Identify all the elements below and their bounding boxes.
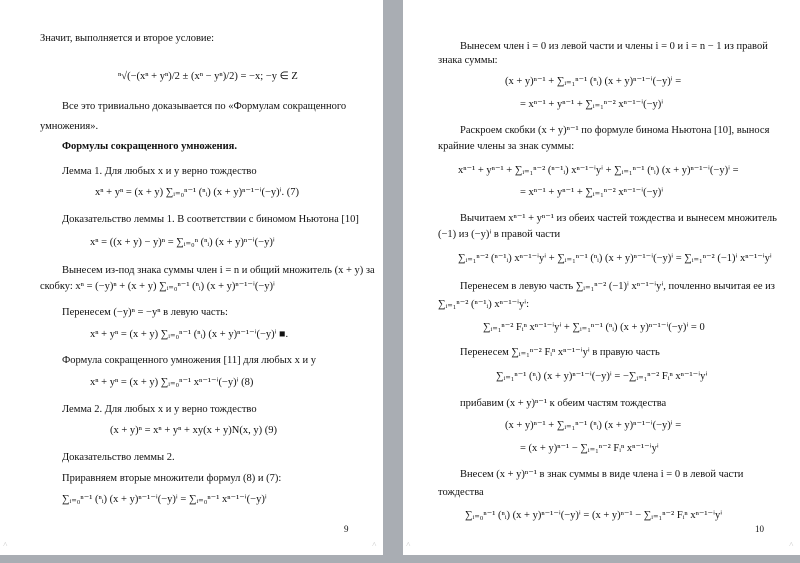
text-line: тождества: [438, 487, 484, 498]
text-line: Доказательство леммы 2.: [62, 452, 175, 463]
text-line: Перенесем (−y)ⁿ = −yⁿ в левую часть:: [62, 307, 228, 318]
page-gap: [383, 0, 403, 563]
equation: xⁿ + yⁿ = (x + y) ∑ᵢ₌₀ⁿ⁻¹ xⁿ⁻¹⁻ⁱ(−y)ⁱ (8): [90, 377, 254, 388]
equation: ∑ᵢ₌₀ⁿ⁻¹ (ⁿᵢ) (x + y)ⁿ⁻¹⁻ⁱ(−y)ⁱ = ∑ᵢ₌₀ⁿ⁻¹ xⁿ⁻¹⁻ⁱ(−y)ⁱ: [62, 494, 267, 505]
text-line: Раскроем скобки (x + y)ⁿ⁻¹ по формуле бинома Ньютона [10], вынося: [460, 125, 770, 136]
corner-mark: ˄: [406, 540, 411, 549]
text-line: прибавим (x + y)ⁿ⁻¹ к обеим частям тождества: [460, 398, 667, 409]
text-line: Лемма 2. Для любых x и y верно тождество: [62, 404, 257, 415]
equation: (x + y)ⁿ⁻¹ + ∑ᵢ₌₁ⁿ⁻¹ (ⁿᵢ) (x + y)ⁿ⁻¹⁻ⁱ(−y)ⁱ =: [505, 76, 682, 87]
bottom-strip: [0, 555, 800, 563]
page-number: 10: [755, 524, 764, 534]
equation: xⁿ + yⁿ = (x + y) ∑ᵢ₌₀ⁿ⁻¹ (ⁿᵢ) (x + y)ⁿ⁻¹⁻ⁱ(−y)ⁱ. (7): [95, 187, 300, 198]
equation: xⁿ⁻¹ + yⁿ⁻¹ + ∑ᵢ₌₁ⁿ⁻² (ⁿ⁻¹ᵢ) xⁿ⁻¹⁻ⁱyⁱ + ∑ᵢ₌₁ⁿ⁻¹ (ⁿᵢ) (x + y)ⁿ⁻¹⁻ⁱ(−y)ⁱ =: [458, 165, 739, 176]
text-line: Формула сокращенного умножения [11] для любых x и y: [62, 355, 316, 366]
text-line: Все это тривиально доказывается по «Формулам сокращенного: [62, 101, 347, 112]
equation: ∑ᵢ₌₁ⁿ⁻² (ⁿ⁻¹ᵢ) xⁿ⁻¹⁻ⁱyⁱ + ∑ᵢ₌₁ⁿ⁻¹ (ⁿᵢ) (x + y)ⁿ⁻¹⁻ⁱ(−y)ⁱ = ∑ᵢ₌₁ⁿ⁻² (−1)ⁱ xⁿ⁻¹⁻ⁱyⁱ: [458, 253, 772, 264]
text-line: Перенесем в левую часть ∑ᵢ₌₁ⁿ⁻² (−1)ⁱ xⁿ⁻¹⁻ⁱyⁱ, почленно вычитая ее из: [460, 281, 775, 292]
equation: ∑ᵢ₌₀ⁿ⁻¹ (ⁿᵢ) (x + y)ⁿ⁻¹⁻ⁱ(−y)ⁱ = (x + y)ⁿ⁻¹ − ∑ᵢ₌₁ⁿ⁻² Fᵢⁿ xⁿ⁻¹⁻ⁱyⁱ: [465, 510, 723, 521]
text-line: знака суммы:: [438, 55, 498, 66]
text-line: умножения».: [40, 121, 99, 132]
equation: ∑ᵢ₌₁ⁿ⁻² Fᵢⁿ xⁿ⁻¹⁻ⁱyⁱ + ∑ᵢ₌₁ⁿ⁻¹ (ⁿᵢ) (x + y)ⁿ⁻¹⁻ⁱ(−y)ⁱ = 0: [483, 322, 705, 333]
document-page-9: [0, 0, 383, 555]
equation: = xⁿ⁻¹ + yⁿ⁻¹ + ∑ᵢ₌₁ⁿ⁻² xⁿ⁻¹⁻ⁱ(−y)ⁱ: [520, 99, 664, 110]
corner-mark: ˄: [372, 540, 377, 549]
page-number: 9: [344, 524, 349, 534]
text-line: Вынесем из-под знака суммы член i = n и общий множитель (x + y) за: [62, 265, 375, 276]
equation: xⁿ + yⁿ = (x + y) ∑ᵢ₌₀ⁿ⁻¹ (ⁿᵢ) (x + y)ⁿ⁻¹⁻ⁱ(−y)ⁱ ■.: [90, 329, 289, 340]
text-line: Приравняем вторые множители формул (8) и (7):: [62, 473, 282, 484]
text-line: крайние члены за знак суммы:: [438, 141, 575, 152]
equation: = xⁿ⁻¹ + yⁿ⁻¹ + ∑ᵢ₌₁ⁿ⁻² xⁿ⁻¹⁻ⁱ(−y)ⁱ: [520, 187, 664, 198]
equation: xⁿ = ((x + y) − y)ⁿ = ∑ᵢ₌₀ⁿ (ⁿᵢ) (x + y)ⁿ⁻ⁱ(−y)ⁱ: [90, 237, 275, 248]
equation: (x + y)ⁿ⁻¹ + ∑ᵢ₌₁ⁿ⁻¹ (ⁿᵢ) (x + y)ⁿ⁻¹⁻ⁱ(−y)ⁱ =: [505, 420, 682, 431]
text-line: Лемма 1. Для любых x и y верно тождество: [62, 166, 257, 177]
section-heading: Формулы сокращенного умножения.: [62, 141, 237, 152]
equation: ∑ᵢ₌₁ⁿ⁻¹ (ⁿᵢ) (x + y)ⁿ⁻¹⁻ⁱ(−y)ⁱ = −∑ᵢ₌₁ⁿ⁻² Fᵢⁿ xⁿ⁻¹⁻ⁱyⁱ: [496, 371, 708, 382]
equation: (x + y)ⁿ = xⁿ + yⁿ + xy(x + y)N(x, y) (9): [110, 425, 277, 436]
document-page-10: [403, 0, 800, 555]
text-line: Значит, выполняется и второе условие:: [40, 33, 215, 44]
text-line: (−1) из (−y)ⁱ в правой части: [438, 229, 561, 240]
text-line: Вычитаем xⁿ⁻¹ + yⁿ⁻¹ из обеих частей тождества и вынесем множитель: [460, 213, 777, 224]
equation: ⁿ√(−(xⁿ + yⁿ)/2 ± (xⁿ − yⁿ)/2) = −x; −y ∈ Z: [118, 71, 298, 82]
text-line: скобку: xⁿ = (−y)ⁿ + (x + y) ∑ᵢ₌₀ⁿ⁻¹ (ⁿᵢ) (x + y)ⁿ⁻¹⁻ⁱ(−y)ⁱ: [40, 281, 275, 292]
text-line: Доказательство леммы 1. В соответствии с биномом Ньютона [10]: [62, 214, 359, 225]
text-line: Перенесем ∑ᵢ₌₁ⁿ⁻² Fᵢⁿ xⁿ⁻¹⁻ⁱyⁱ в правую часть: [460, 347, 660, 358]
corner-mark: ˄: [789, 540, 794, 549]
text-line: Вынесем член i = 0 из левой части и члены i = 0 и i = n − 1 из правой: [460, 41, 768, 52]
text-line: ∑ᵢ₌₁ⁿ⁻² (ⁿ⁻¹ᵢ) xⁿ⁻¹⁻ⁱyⁱ:: [438, 299, 530, 310]
text-line: Внесем (x + y)ⁿ⁻¹ в знак суммы в виде члена i = 0 в левой части: [460, 469, 744, 480]
corner-mark: ˄: [3, 540, 8, 549]
equation: = (x + y)ⁿ⁻¹ − ∑ᵢ₌₁ⁿ⁻² Fᵢⁿ xⁿ⁻¹⁻ⁱyⁱ: [520, 443, 659, 454]
